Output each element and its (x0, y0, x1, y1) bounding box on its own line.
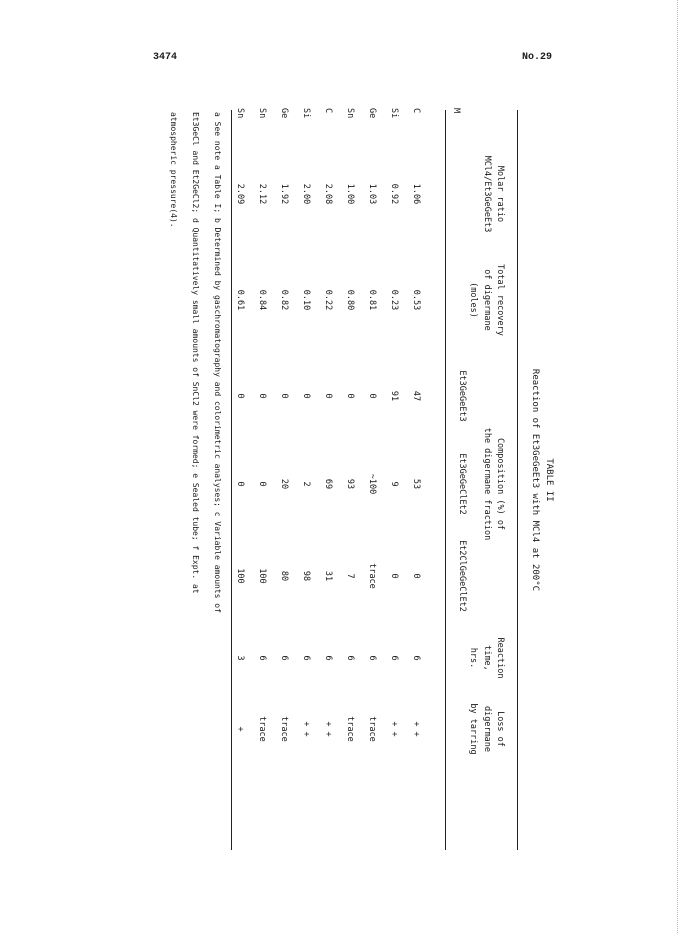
header-ratio-1: Molar ratio (495, 165, 505, 223)
cell-m: Ge (367, 108, 377, 119)
cell-c2: 93 (345, 478, 355, 490)
cell-ratio: 2.00 (301, 183, 311, 205)
cell-recovery: 0.22 (323, 289, 333, 311)
header-recovery-1: Total recovery (495, 264, 505, 336)
cell-m: C (411, 108, 421, 114)
header-recovery-3: (moles) (468, 282, 478, 318)
cell-m: Ge (279, 108, 289, 119)
cell-recovery: 0.53 (411, 289, 421, 311)
cell-c3: 7 (345, 573, 355, 579)
cell-loss: + + (301, 721, 311, 737)
cell-m: Si (389, 108, 399, 119)
cell-time: 6 (411, 655, 421, 661)
footnote-line-3: atmospheric pressure(4). (169, 112, 178, 228)
cell-m: Si (301, 108, 311, 119)
cell-c1: 91 (389, 390, 399, 402)
header-comp-1: Composition (%) of (495, 437, 505, 531)
cell-c1: 0 (301, 393, 311, 399)
cell-recovery: 0.23 (389, 289, 399, 311)
cell-loss: trace (345, 716, 355, 742)
cell-c3: 100 (235, 568, 245, 584)
cell-c1: 47 (411, 390, 421, 402)
cell-m: Sn (235, 108, 245, 119)
header-ratio-2: MCl4/Et3GeGeEt3 (482, 155, 492, 233)
cell-ratio: 2.08 (323, 183, 333, 205)
cell-time: 6 (279, 655, 289, 661)
cell-time: 6 (345, 655, 355, 661)
cell-c2: 53 (411, 478, 421, 490)
cell-c1: 0 (345, 393, 355, 399)
footnote-line-2: Et3GeCl and Et2GeCl2; d Quantitatively small amounts of SnCl2 were formed; e Sealed tube; f Expt. at (191, 112, 200, 594)
journal-number: No.29 (522, 52, 553, 63)
cell-loss: + + (323, 721, 333, 737)
cell-loss: trace (257, 716, 267, 742)
cell-recovery: 0.80 (345, 289, 355, 311)
cell-c2: 9 (389, 481, 399, 487)
cell-c2: ~100 (367, 473, 377, 495)
cell-loss: + + (389, 721, 399, 737)
page-number: 3474 (153, 52, 178, 63)
table-label: TABLE II (544, 458, 554, 502)
cell-c2: 20 (279, 478, 289, 490)
cell-time: 6 (301, 655, 311, 661)
cell-recovery: 0.61 (235, 289, 245, 311)
header-time-1: Reaction (495, 637, 505, 679)
header-comp-sub-2: Et3GeGeClEt2 (457, 453, 467, 515)
rotated-table (150, 100, 570, 860)
cell-time: 6 (367, 655, 377, 661)
cell-c3: 0 (389, 573, 399, 579)
header-loss-3: by tarring (468, 703, 478, 755)
cell-c1: 0 (323, 393, 333, 399)
cell-c2: 0 (235, 481, 245, 487)
table-caption: Reaction of Et3GeGeEt3 with MCl4 at 200°C (530, 368, 540, 592)
header-comp-sub-3: Et2ClGeGeClEt2 (457, 540, 467, 612)
cell-c3: 31 (323, 570, 333, 582)
cell-time: 3 (235, 655, 245, 661)
cell-ratio: 1.06 (411, 183, 421, 205)
cell-recovery: 0.84 (257, 289, 267, 311)
header-loss-1: Loss of (495, 711, 505, 747)
cell-ratio: 2.12 (257, 183, 267, 205)
header-loss-2: digermane (482, 705, 492, 753)
cell-time: 6 (323, 655, 333, 661)
cell-c3: 0 (411, 573, 421, 579)
cell-recovery: 0.82 (279, 289, 289, 311)
cell-loss: + (235, 726, 245, 732)
cell-c1: 0 (257, 393, 267, 399)
cell-time: 6 (257, 655, 267, 661)
cell-recovery: 0.10 (301, 289, 311, 311)
cell-ratio: 0.92 (389, 183, 399, 205)
cell-loss: trace (279, 716, 289, 742)
cell-ratio: 1.92 (279, 183, 289, 205)
cell-c3: 100 (257, 568, 267, 584)
cell-c3: 80 (279, 570, 289, 582)
cell-recovery: 0.81 (367, 289, 377, 311)
cell-c2: 2 (301, 481, 311, 487)
cell-c3: trace (367, 563, 377, 589)
header-m: M (451, 108, 461, 114)
scan-edge (673, 0, 678, 933)
cell-loss: + + (411, 721, 421, 737)
header-time-3: hrs. (468, 647, 478, 669)
cell-c1: 0 (235, 393, 245, 399)
cell-m: Sn (257, 108, 267, 119)
cell-ratio: 1.00 (345, 183, 355, 205)
header-comp-sub-1: Et3GeGeEt3 (457, 370, 467, 422)
cell-ratio: 2.09 (235, 183, 245, 205)
cell-c3: 98 (301, 570, 311, 582)
cell-loss: trace (367, 716, 377, 742)
header-time-2: time, (482, 645, 492, 671)
header-comp-2: the digermane fraction (482, 427, 492, 541)
cell-c1: 0 (279, 393, 289, 399)
header-recovery-2: of digermane (482, 269, 492, 331)
cell-m: C (323, 108, 333, 114)
cell-time: 6 (389, 655, 399, 661)
cell-c2: 0 (257, 481, 267, 487)
cell-c1: 0 (367, 393, 377, 399)
bottom-rule (231, 110, 232, 850)
cell-c2: 69 (323, 478, 333, 490)
cell-ratio: 1.03 (367, 183, 377, 205)
footnote-line-1: a See note a Table I; b Determined by gaschromatography and colorimetric analyses; c Variable amounts of (213, 112, 222, 613)
cell-m: Sn (345, 108, 355, 119)
